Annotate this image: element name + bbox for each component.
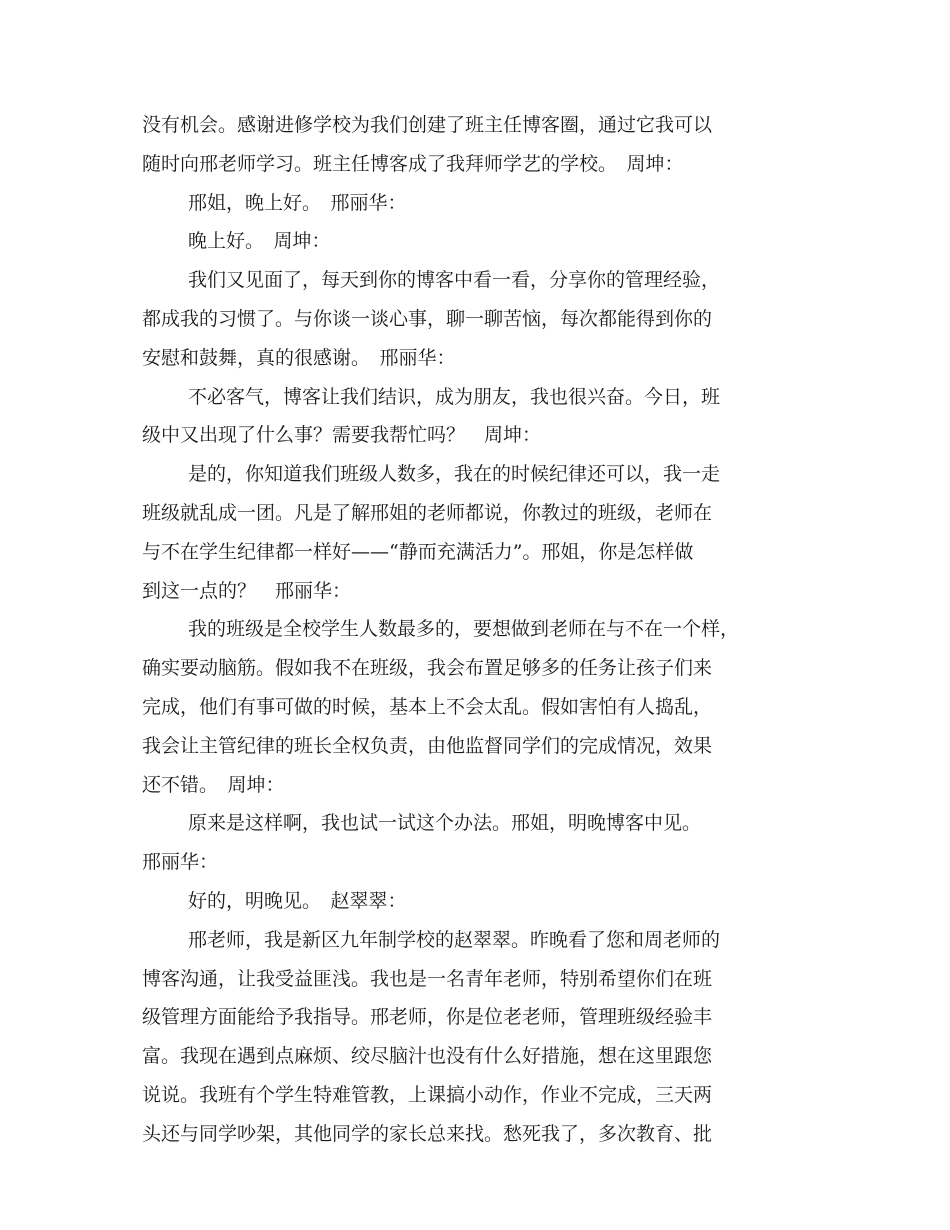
text-line: 博客沟通，让我受益匪浅。我也是一名青年老师，特别希望你们在班	[142, 967, 713, 990]
text-line: 没有机会。感谢进修学校为我们创建了班主任博客圈，通过它我可以	[142, 114, 713, 136]
text-line: 富。我现在遇到点麻烦、绞尽脑汁也没有什么好措施，想在这里跟您	[142, 1045, 713, 1068]
text-line: 是的，你知道我们班级人数多，我在的时候纪律还可以，我一走	[188, 463, 721, 486]
text-line: 我会让主管纪律的班长全权负责，由他监督同学们的完成情况，效果	[142, 734, 713, 757]
text-line: 级管理方面能给予我指导。邢老师，你是位老老师，管理班级经验丰	[142, 1006, 713, 1029]
text-line: 随时向邢老师学习。班主任博客成了我拜师学艺的学校。 周坤：	[142, 152, 684, 175]
text-line: 邢姐，晚上好。 邢丽华：	[188, 191, 407, 214]
text-line: 好的，明晚见。 赵翠翠：	[188, 889, 407, 912]
text-line: 我们又见面了，每天到你的博客中看一看，分享你的管理经验，	[188, 269, 721, 292]
text-line: 头还与同学吵架，其他同学的家长总来找。愁死我了，多次教育、批	[142, 1122, 713, 1145]
text-line: 说说。我班有个学生特难管教，上课搞小动作，作业不完成，三天两	[142, 1083, 713, 1106]
text-line: 到这一点的？ 邢丽华：	[142, 579, 352, 602]
text-line: 还不错。 周坤：	[142, 773, 285, 796]
text-line: 我的班级是全校学生人数最多的，要想做到老师在与不在一个样，	[188, 618, 740, 641]
text-line: 邢老师，我是新区九年制学校的赵翠翠。昨晚看了您和周老师的	[188, 928, 721, 951]
text-line: 确实要动脑筋。假如我不在班级，我会布置足够多的任务让孩子们来	[142, 657, 713, 680]
document-body	[142, 106, 807, 1154]
text-line: 安慰和鼓舞，真的很感谢。 邢丽华：	[142, 346, 456, 369]
text-line: 原来是这样啊，我也试一试这个办法。邢姐，明晚博客中见。	[188, 812, 702, 835]
text-line: 都成我的习惯了。与你谈一谈心事，聊一聊苦恼，每次都能得到你的	[142, 307, 713, 330]
text-line: 完成，他们有事可做的时候，基本上不会太乱。假如害怕有人捣乱，	[142, 695, 713, 718]
text-line: 不必客气，博客让我们结识，成为朋友，我也很兴奋。今日，班	[188, 385, 721, 408]
text-line: 级中又出现了什么事？需要我帮忙吗？ 周坤：	[142, 424, 542, 447]
text-line: 邢丽华：	[142, 851, 219, 874]
text-line: 与不在学生纪律都一样好——“静而充满活力”。邢姐，你是怎样做	[142, 540, 694, 563]
text-line: 晚上好。 周坤：	[188, 230, 331, 253]
text-line: 班级就乱成一团。凡是了解邢姐的老师都说，你教过的班级，老师在	[142, 501, 713, 524]
